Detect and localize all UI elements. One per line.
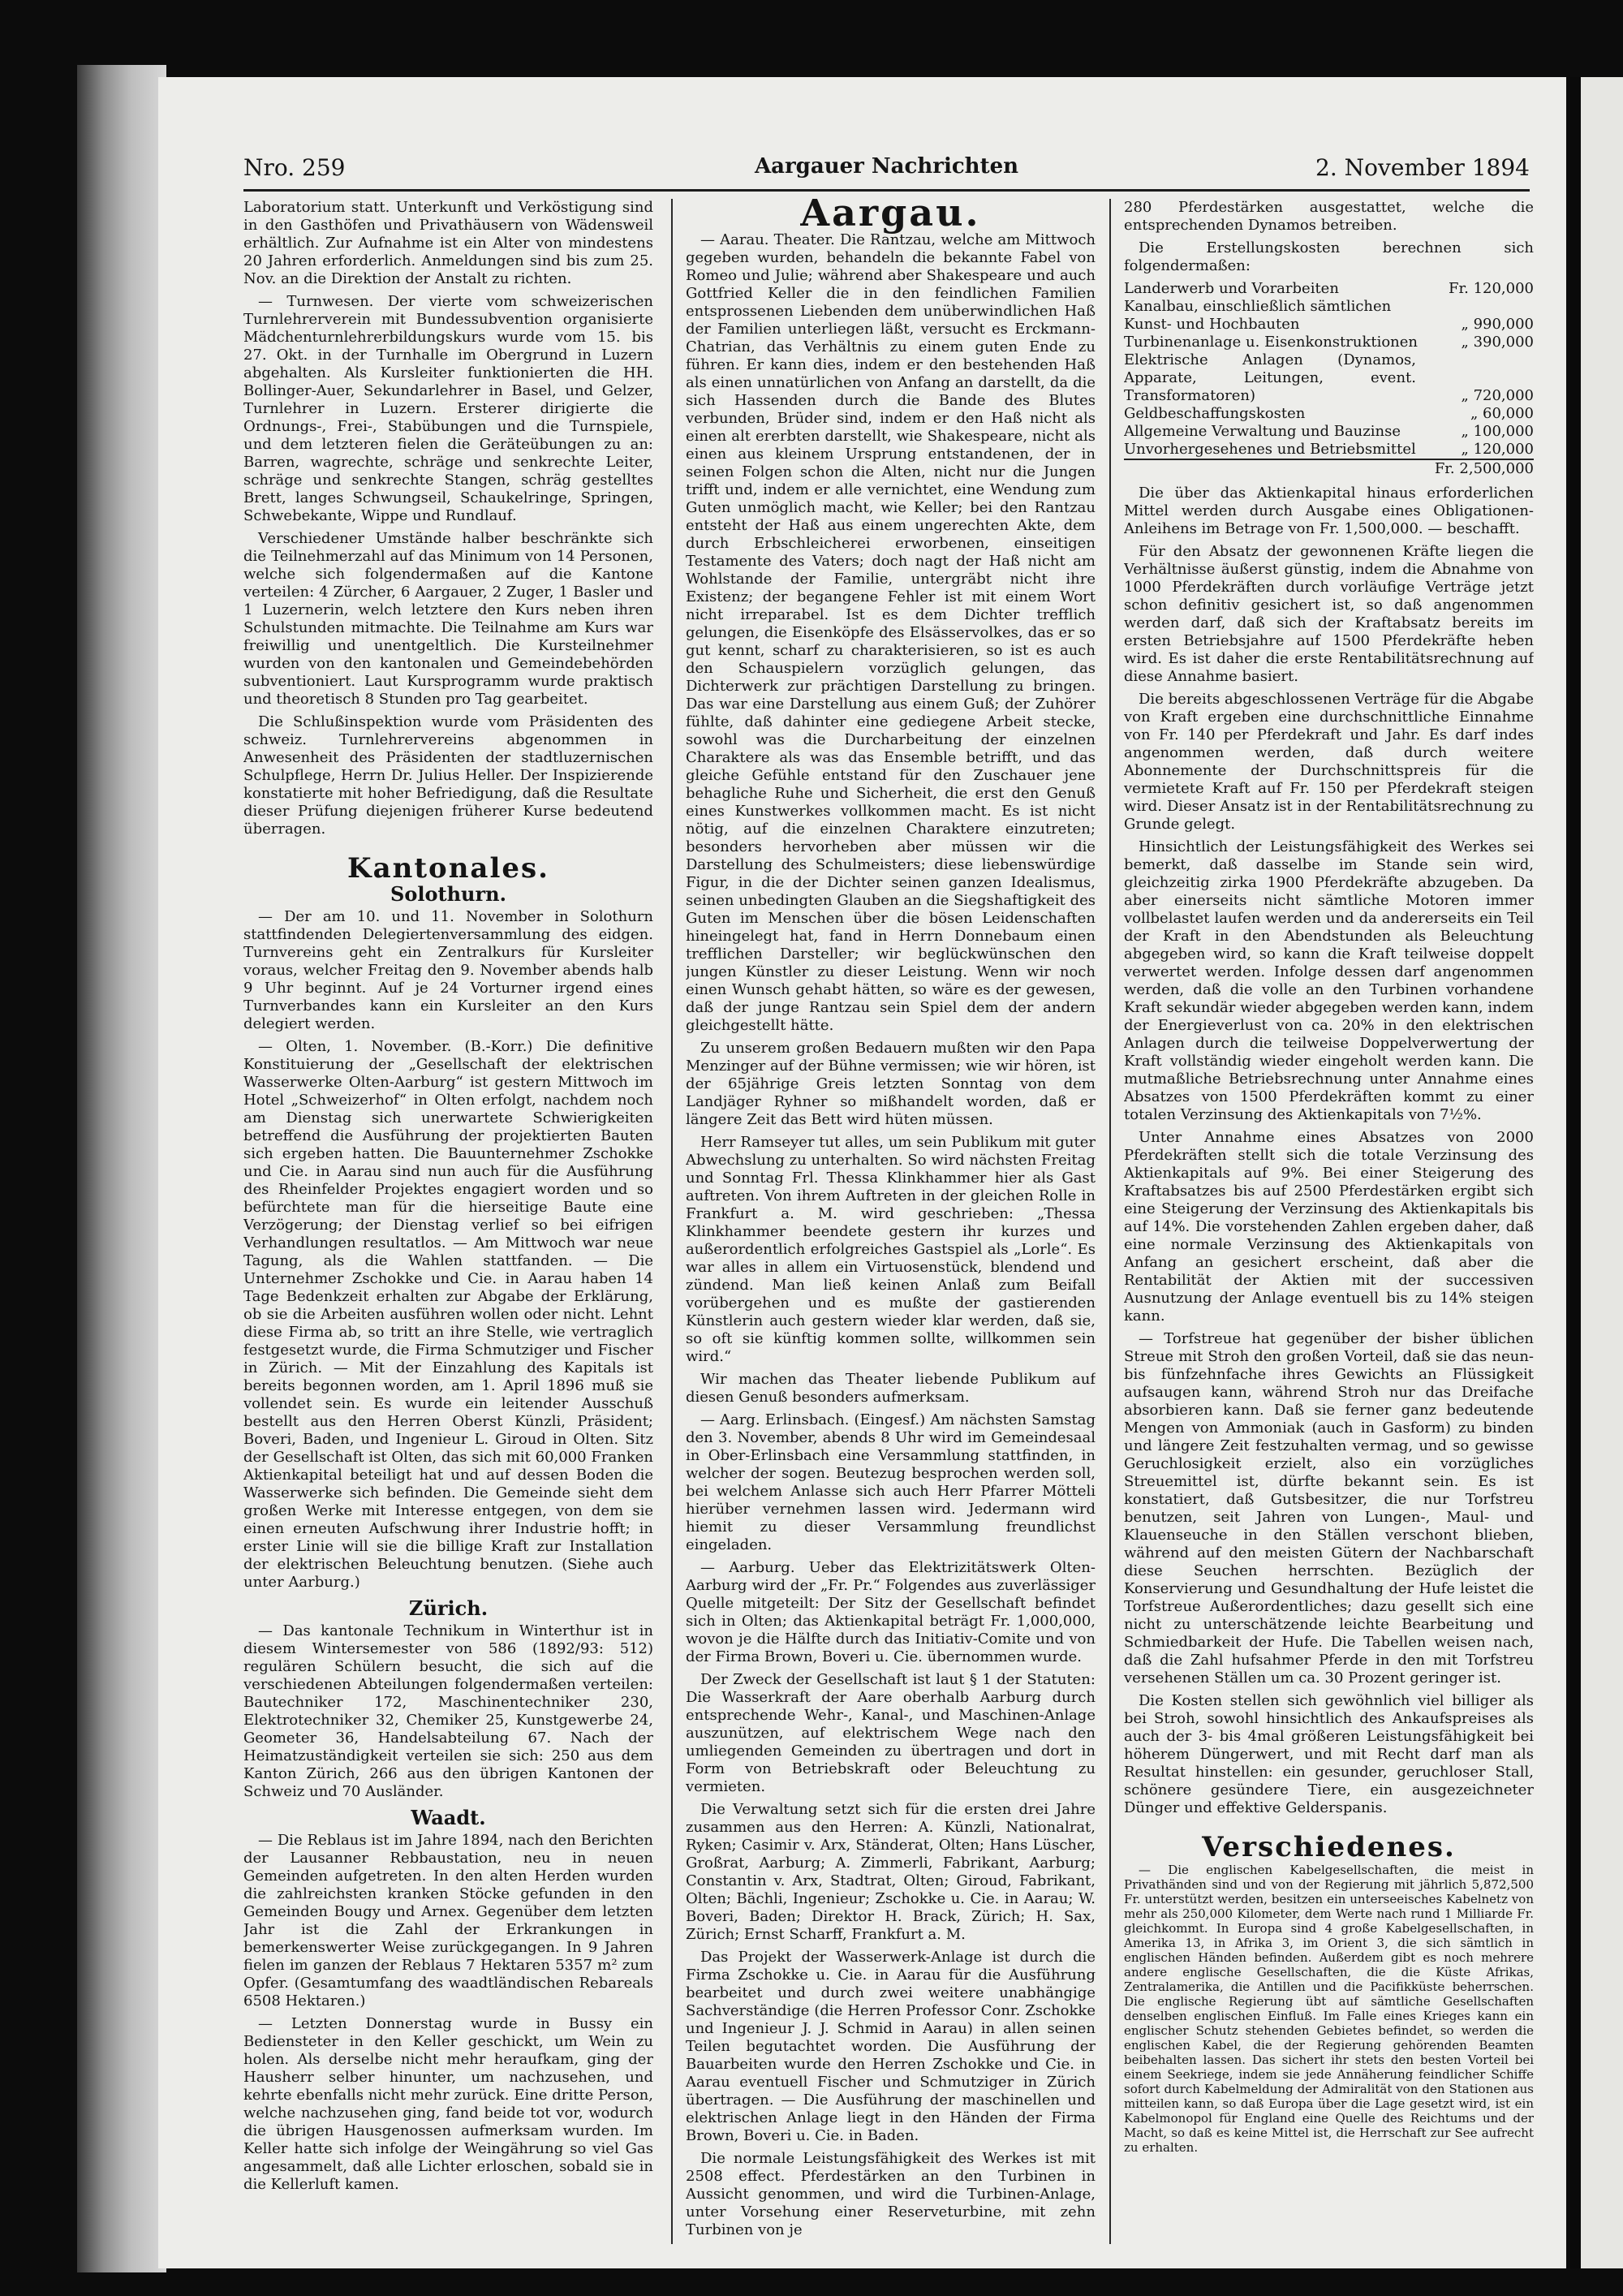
cost-table	[1124, 280, 1534, 478]
cost-currency: „	[1461, 423, 1469, 440]
article-paragraph: Für den Absatz der gewonnenen Kräfte liegen die Verhältnisse äußerst günstig, indem die Abnahme von 1000 Pferdekräften durch vorläufige Verträge jetzt schon definitiv gesichert ist, so daß angenommen werden darf, daß sich der Kraftabsatz bereits im ersten Betriebsjahre auf 1500 Pferdekräfte heben wird. Es ist daher die erste Rentabilitätsrechnung auf diese Annahme basiert.	[1124, 543, 1534, 685]
cost-currency: „	[1470, 405, 1479, 422]
cost-amount: 120,000	[1473, 280, 1534, 297]
column-divider	[671, 199, 673, 2244]
subsection-title-waadt: Waadt.	[411, 1806, 486, 1829]
newspaper-page	[158, 77, 1566, 2268]
cost-label: Elektrische Anlagen (Dynamos, Apparate, Leitungen, event. Transformatoren)	[1124, 351, 1416, 404]
article-paragraph: — Aarau. Theater. Die Rantzau, welche am Mittwoch gegeben wurden, behandeln die bekannte Fabel von Romeo und Julie; während aber Shakespeare und auch Gottfried Keller die in den feindlichen Familien entsprossenen Liebenden dem unüberwindlichen Haß der Familien unterliegen läßt, versucht es Erckmann-Chatrian, das Verhältnis zu einem guten Ende zu führen. Er kann dies, indem er den bestehenden Haß als einen unnatürlichen von Anfang an darstellt, da die sich Hassenden durch die Bande des Blutes verbunden, Brüder sind, indem er den Haß nicht als einen alt ererbten darstellt, wie Shakespeare, nicht als einen aus kleinem Ursprung entstandenen, der in seinen Folgen schon die Alten, nicht nur die Jungen trifft und, indem er alle vernichtet, eine Wendung zum Guten unmöglich macht, wie Keller; bei den Rantzau entsteht der Haß aus einem ungerechten Akte, dem durch Erbschleicherei erworbenen, einseitigen Testamente des Vaters; doch nagt der Haß nicht am Wohlstande der Familie, untergräbt nicht ihre Existenz; der begangene Fehler ist mit einem Wort nicht irreparabel. Ist es dem Dichter trefflich gelungen, die Eisenköpfe des Elsässervolkes, das er so gut kennt, scharf zu charakterisieren, so ist es auch den Schauspielern vorzüglich gelungen, das Dichterwerk zur prächtigen Darstellung zu bringen. Das war eine Darstellung aus einem Guß; der Zuhörer fühlte, daß dahinter eine gediegene Arbeit stecke, sowohl was die Durcharbeitung der einzelnen Charaktere als was das Ensemble betrifft, und das gleiche Gefühle entstand für den Zuschauer jene behagliche Ruhe und Sicherheit, die erst den Genuß eines Kunstwerkes vollkommen macht. Es ist nicht nötig, auf die einzelnen Charaktere einzutreten; besonders hervorheben aber müssen wir die Darstellung des Schulmeisters; diese liebenswürdige Figur, in die der Dichter seinen ganzen Idealismus, seinen unbedingten Glauben an die Siegshaftigkeit des Guten im Menschen über die bösen Leidenschaften hineingelegt hat, fand in Herrn Donnebaum einen trefflichen Darsteller; wir beglückwünschen den jungen Künstler zu dieser Leistung. Wenn wir noch einen Wunsch gehabt hätten, so wäre es der gewesen, daß der junge Rantzau sein Spiel dem der andern gleichgestellt hätte.	[686, 231, 1096, 1034]
cost-amount: 720,000	[1473, 387, 1534, 404]
issue-number: Nro. 259	[243, 154, 346, 181]
article-paragraph: Unter Annahme eines Absatzes von 2000 Pferdekräften stellt sich die totale Verzinsung des Aktienkapitals auf 9%. Bei einer Steigerung des Kraftabsatzes bis auf 2500 Pferdestärken ergibt sich eine Steigerung der Verzinsung des Aktienkapitals bis auf 14%. Die vorstehenden Zahlen ergeben daher, daß eine normale Verzinsung des Aktienkapitals von Anfang an gesichert erscheint, daß aber die Rentabilität der Aktien mit der successiven Ausnutzung der Anlage eventuell bis zu 14% steigen kann.	[1124, 1129, 1534, 1325]
cost-total-amount: 2,500,000	[1459, 460, 1534, 477]
issue-date: 2. November 1894	[1315, 154, 1530, 181]
article-paragraph: Die Erstellungskosten berechnen sich folgendermaßen:	[1124, 239, 1534, 274]
column-3	[1124, 199, 1534, 2244]
cost-row	[1124, 334, 1534, 351]
cost-currency: „	[1461, 387, 1469, 404]
article-paragraph: Wir machen das Theater liebende Publikum auf diesen Genuß besonders aufmerksam.	[686, 1371, 1096, 1406]
article-paragraph: Der Zweck der Gesellschaft ist laut § 1 der Statuten: Die Wasserkraft der Aare oberhalb Aarburg durch entsprechende Wehr-, Kanal-, und Maschinen-Anlage auszunützen, auf elektrischem Wege nach den umliegenden Gemeinden zu übertragen und dort in Form von Betriebskraft oder Beleuchtung zu vermieten.	[686, 1671, 1096, 1795]
article-paragraph: — Die englischen Kabelgesellschaften, die meist in Privathänden sind und von der Regierung mit jährlich 5,872,500 Fr. unterstützt werden, besitzen ein unterseeisches Kabelnetz von mehr als 250,000 Kilometer, dem Werte nach rund 1 Milliarde Fr. gleichkommt. In Europa sind 4 große Kabelgesellschaften, in Amerika 13, in Afrika 3, im Orient 3, die sich sämtlich in englischen Händen befinden. Außerdem gibt es noch mehrere andere englische Gesellschaften, die die Küste Afrikas, Zentralamerika, die Antillen und die Pacifikküste beherrschen. Die englische Regierung übt auf sämtliche Gesellschaften denselben englischen Einfluß. Im Falle eines Krieges kann ein englischer Schutz stehenden Gebietes befindet, so werden die englischen Kabel, die der Regierung gehörenden Beamten beibehalten lassen. Das sichert ihr stets den besten Vorteil bei einem Seekriege, indem sie jede Annäherung feindlicher Schiffe sofort durch Kabelmeldung der Admiralität von den Stationen aus mitteilen kann, so daß Europa über die Lage gesetzt wird, ist ein Kabelmonopol für England eine Quelle des Reichtums und der Macht, so daß es keine Mittel ist, die Herrschaft zur See aufrecht zu erhalten.	[1124, 1863, 1534, 2155]
article-paragraph: — Aarburg. Ueber das Elektrizitätswerk Olten-Aarburg wird der „Fr. Pr.“ Folgendes aus zuverlässiger Quelle mitgeteilt: Der Sitz der Gesellschaft befindet sich in Olten; das Aktienkapital beträgt Fr. 1,000,000, wovon je die Hälfte durch das Initiativ-Comite und von der Firma Brown, Boveri u. Cie. übernommen wurde.	[686, 1559, 1096, 1665]
cost-amount: 990,000	[1473, 316, 1534, 333]
cost-row	[1124, 423, 1534, 441]
cost-currency: „	[1461, 334, 1469, 351]
header-rule	[243, 189, 1530, 192]
article-paragraph: Die über das Aktienkapital hinaus erforderlichen Mittel werden durch Ausgabe eines Obligationen-Anleihens im Betrage von Fr. 1,500,000. — beschafft.	[1124, 485, 1534, 537]
cost-total-row	[1124, 459, 1534, 478]
newspaper-title: Aargauer Nachrichten	[754, 154, 1019, 179]
cost-row	[1124, 441, 1534, 459]
article-paragraph: Zu unserem großen Bedauern mußten wir den Papa Menzinger auf der Bühne vermissen; wie wir hören, ist der 65jährige Greis letzten Sonntag von dem Landjäger Ryhner so mißhandelt worden, daß er längere Zeit das Bett wird hüten müssen.	[686, 1040, 1096, 1128]
article-paragraph: — Das kantonale Technikum in Winterthur ist in diesem Wintersemester von 586 (1892/93: 512) regulären Schülern besucht, die sich auf die verschiedenen Abteilungen folgendermaßen verteilen: Bautechniker 172, Maschinentechniker 230, Elektrotechniker 32, Chemiker 25, Kunstgewerbe 24, Geometer 36, Handelsabteilung 67. Nach der Heimatzuständigkeit verteilen sie sich: 250 aus dem Kanton Zürich, 266 aus den übrigen Kantonen der Schweiz und 70 Ausländer.	[243, 1622, 653, 1800]
cost-amount: 60,000	[1483, 405, 1534, 422]
article-paragraph: Verschiedener Umstände halber beschränkte sich die Teilnehmerzahl auf das Minimum von 14 Personen, welche sich folgendermaßen auf die Kantone verteilen: 4 Zürcher, 6 Aargauer, 2 Zuger, 1 Basler und 1 Luzernerin, welch letztere den Kurs neben ihren Schulstunden mitmachte. Die Teilnahme am Kurs war freiwillig und unentgeltlich. Die Kursteilnehmer wurden von den kantonalen und Gemeindebehörden subventioniert. Laut Kursprogramm wurde praktisch und theoretisch 8 Stunden pro Tag gearbeitet.	[243, 530, 653, 708]
cost-label: Landerwerb und Vorarbeiten	[1124, 280, 1339, 297]
section-title-verschiedenes: Verschiedenes.	[1202, 1831, 1456, 1863]
cost-label: Kanalbau, einschließlich sämtlichen	[1124, 298, 1392, 315]
section-title-aargau: Aargau.	[800, 199, 981, 235]
next-page-edge	[1581, 77, 1623, 2268]
column-1	[243, 199, 653, 2244]
article-paragraph: Laboratorium statt. Unterkunft und Verköstigung sind in den Gasthöfen und Privathäusern von Wädensweil erhältlich. Zur Aufnahme ist ein Alter von mindestens 20 Jahren erforderlich. Anmeldungen sind bis zum 25. Nov. an die Direktion der Anstalt zu richten.	[243, 199, 653, 287]
cost-currency: Fr.	[1448, 280, 1469, 297]
cost-row	[1124, 298, 1534, 316]
article-paragraph: Die Verwaltung setzt sich für die ersten drei Jahre zusammen aus den Herren: A. Künzli, Nationalrat, Ryken; Casimir v. Arx, Ständerat, Olten; Hans Lüscher, Großrat, Aarburg; A. Zimmerli, Fabrikant, Aarburg; Constantin v. Arx, Stadtrat, Olten; Giroud, Fabrikant, Olten; Bächli, Ingenieur; Zschokke u. Cie. in Aarau; W. Boveri, Baden; Direktor H. Brack, Zürich; H. Sax, Zürich; Ernst Scharff, Frankfurt a. M.	[686, 1801, 1096, 1943]
cost-label: Geldbeschaffungskosten	[1124, 405, 1306, 422]
cost-total-currency: Fr.	[1434, 460, 1455, 477]
cost-row	[1124, 405, 1534, 423]
article-paragraph: — Olten, 1. November. (B.-Korr.) Die definitive Konstituierung der „Gesellschaft der elektrischen Wasserwerke Olten-Aarburg“ ist gestern Mittwoch im Hotel „Schweizerhof“ in Olten erfolgt, nachdem noch am Dienstag sich unerwartete Schwierigkeiten betreffend die Ausführung der projektierten Bauten sich ergeben hatten. Die Bauunternehmer Zschokke und Cie. in Aarau sind nun auch für die Ausführung des Rheinfelder Projektes engagiert worden und so befürchtete man für die hierseitige Baute eine Verzögerung; der Dienstag verlief so bei eifrigen Verhandlungen resultatlos. — Am Mittwoch war neue Tagung, als die Wahlen stattfanden. — Die Unternehmer Zschokke und Cie. in Aarau haben 14 Tage Bedenkzeit erhalten zur Abgabe der Erklärung, ob sie die Arbeiten ausführen wollen oder nicht. Lehnt diese Firma ab, so tritt an ihre Stelle, wie vertraglich festgesetzt wurde, die Firma Schmutziger und Fischer in Zürich. — Mit der Einzahlung des Kapitals ist bereits begonnen worden, am 1. April 1896 muß sie vollendet sein. Es wurde ein leitender Ausschuß bestellt aus den Herren Oberst Künzli, Präsident; Boveri, Baden, und Ingenieur L. Giroud in Olten. Sitz der Gesellschaft ist Olten, das sich mit 60,000 Franken Aktienkapital beteiligt hat und auf dessen Boden die Wasserwerke sich befinden. Die Gemeinde sieht dem großen Werke mit Interesse entgegen, von dem sie einen erneuten Aufschwung ihrer Industrie hofft; in erster Linie will sie die billige Kraft zur Installation der elektrischen Beleuchtung benutzen. (Siehe auch unter Aarburg.)	[243, 1038, 653, 1591]
cost-currency: „	[1461, 441, 1469, 458]
cost-row	[1124, 316, 1534, 334]
subsection-title-solothurn: Solothurn.	[390, 882, 506, 906]
cost-row	[1124, 280, 1534, 298]
cost-label: Kunst- und Hochbauten	[1124, 316, 1300, 333]
article-paragraph: — Letzten Donnerstag wurde in Bussy ein Bediensteter in den Keller geschickt, um Wein zu holen. Als derselbe nicht mehr heraufkam, ging der Hausherr selber hinunter, um nachzusehen, und kehrte ebenfalls nicht mehr zurück. Eine dritte Person, welche nachzusehen ging, fand beide tot vor, wodurch die übrigen Hausgenossen aufmerksam wurden. Im Keller hatte sich infolge der Weingährung so viel Gas angesammelt, daß alle Lichter erloschen, sobald sie in die Kellerluft kamen.	[243, 2015, 653, 2193]
cost-label: Turbinenanlage u. Eisenkonstruktionen	[1124, 334, 1419, 351]
article-paragraph: 280 Pferdestärken ausgestattet, welche die entsprechenden Dynamos betreiben.	[1124, 199, 1534, 234]
article-paragraph: Herr Ramseyer tut alles, um sein Publikum mit guter Abwechslung zu unterhalten. So wird nächsten Freitag und Sonntag Frl. Thessa Klinkhammer hier als Gast auftreten. Von ihrem Auftreten in der gleichen Rolle in Frankfurt a. M. wird geschrieben: „Thessa Klinkhammer beendete gestern ihr kurzes und außerordentlich erfolgreiches Gastspiel als „Lorle“. Es war alles in allem ein Virtuosenstück, blendend und zündend. Man ließ keinen Anlaß zum Beifall vorübergehen und es mußte der gastierenden Künstlerin auch gestern wieder klar werden, daß sie, so oft sie künftig kommen sollte, willkommen sein wird.“	[686, 1134, 1096, 1365]
cost-amount: 120,000	[1473, 441, 1534, 458]
article-paragraph: — Der am 10. und 11. November in Solothurn stattfindenden Delegiertenversammlung des eidgen. Turnvereins geht ein Zentralkurs für Kursleiter voraus, welcher Freitag den 9. November abends halb 9 Uhr beginnt. Auf je 24 Vorturner irgend eines Turnverbandes kann ein Kursleiter an den Kurs delegiert werden.	[243, 908, 653, 1032]
article-paragraph: — Torfstreue hat gegenüber der bisher üblichen Streue mit Stroh den großen Vorteil, daß sie das neun- bis fünfzehnfache ihres Gewichts an Flüssigkeit aufsaugen kann, während Stroh nur das Dreifache absorbieren kann. Daß sie ferner ganz bedeutende Mengen von Ammoniak (auch in Gasform) zu binden und längere Zeit festzuhalten vermag, und so gewisse Geruchlosigkeit erzielt, also ein vorzügliches Streuemittel ist, dürfte bekannt sein. Es ist konstatiert, daß Gutsbesitzer, die nur Torfstreu benutzen, seit Jahren von Lungen-, Maul- und Klauenseuche in den Ställen verschont blieben, während auf den meisten Gütern der Nachbarschaft diese Seuchen herrschten. Bezüglich der Konservierung und Gesundhaltung der Hufe leistet die Torfstreue Außerordentliches; dazu gesellt sich eine nicht zu unterschätzende leichte Bearbeitung und Schmiedbarkeit der Hufe. Die Tabellen weisen nach, daß die Zahl hufsahmer Pferde in den mit Torfstreu versehenen Ställen um ca. 30 Prozent geringer ist.	[1124, 1330, 1534, 1686]
book-page-edge	[77, 65, 166, 2272]
page-header	[243, 154, 1530, 187]
article-paragraph: Die normale Leistungsfähigkeit des Werkes ist mit 2508 effect. Pferdestärken an den Turbinen in Aussicht genommen, und wird die Turbinen-Anlage, unter Vorsehung einer Reserveturbine, mit zehn Turbinen von je	[686, 2150, 1096, 2238]
cost-amount: 390,000	[1473, 334, 1534, 351]
article-paragraph: Die bereits abgeschlossenen Verträge für die Abgabe von Kraft ergeben eine durchschnittliche Einnahme von Fr. 140 per Pferdekraft und Jahr. Es darf indes angenommen werden, daß durch weitere Abonnemente der Durchschnittspreis für die vermietete Kraft auf Fr. 150 per Pferdekraft steigen wird. Dieser Ansatz ist in der Rentabilitätsrechnung zu Grunde gelegt.	[1124, 691, 1534, 833]
column-divider	[1109, 199, 1111, 2244]
cost-currency: „	[1461, 316, 1469, 333]
column-2	[686, 199, 1096, 2244]
cost-amount: 100,000	[1473, 423, 1534, 440]
article-paragraph: Die Schlußinspektion wurde vom Präsidenten des schweiz. Turnlehrervereins abgenommen in Anwesenheit des Präsidenten der stadtluzernischen Schulpflege, Herrn Dr. Julius Heller. Der Inspizierende konstatierte mit hoher Befriedigung, daß die Resultate dieser Prüfung diejenigen früherer Kurse bedeutend überragen.	[243, 713, 653, 838]
subsection-title-zuerich: Zürich.	[408, 1596, 489, 1620]
cost-label: Unvorhergesehenes und Betriebsmittel	[1124, 441, 1416, 458]
article-paragraph: — Aarg. Erlinsbach. (Eingesf.) Am nächsten Samstag den 3. November, abends 8 Uhr wird im Gemeindesaal in Ober-Erlinsbach eine Versammlung stattfinden, in welcher der sogen. Beutezug besprochen werden soll, bei welchem Anlasse sich auch Herr Pfarrer Mötteli hierüber vernehmen lassen wird. Jedermann wird hiemit zu dieser Versammlung freundlichst eingeladen.	[686, 1411, 1096, 1553]
cost-label: Allgemeine Verwaltung und Bauzinse	[1124, 423, 1401, 440]
article-paragraph: Hinsichtlich der Leistungsfähigkeit des Werkes sei bemerkt, daß dasselbe im Stande sein wird, gleichzeitig zirka 1900 Pferdekräfte abzugeben. Da aber einerseits nicht sämtliche Motoren immer vollbelastet laufen werden und da andererseits ein Teil der Kraft in den Abendstunden als Beleuchtung abgegeben wird, so kann die Kraft teilweise doppelt verwertet werden. Infolge dessen darf angenommen werden, daß die volle an den Turbinen vorhandene Kraft sekundär wieder abgegeben werden kann, indem der Energieverlust von ca. 20% in den elektrischen Anlagen durch die teilweise Doppelverwertung der Kraft vollständig wieder eingeholt werden kann. Die mutmaßliche Betriebsrechnung unter Annahme eines Absatzes von 1500 Pferdekräften kommt zu einer totalen Verzinsung des Aktienkapitals von 7½%.	[1124, 838, 1534, 1123]
article-paragraph: — Die Reblaus ist im Jahre 1894, nach den Berichten der Lausanner Rebbaustation, neu in neuen Gemeinden aufgetreten. In den alten Herden wurden die zahlreichsten kranken Stöcke gefunden in den Gemeinden Bougy und Arnex. Gegenüber dem letzten Jahr ist die Zahl der Erkrankungen in bemerkenswerter Weise zurückgegangen. In 9 Jahren fielen im ganzen der Reblaus 7 Hektaren 5357 m² zum Opfer. (Gesamtumfang des waadtländischen Rebareals 6508 Hektaren.)	[243, 1832, 653, 2010]
article-paragraph: — Turnwesen. Der vierte vom schweizerischen Turnlehrerverein mit Bundessubvention organisierte Mädchenturnlehrerbildungskurs wurde vom 15. bis 27. Okt. in der Turnhalle im Obergrund in Luzern abgehalten. Als Kursleiter funktionierten die HH. Bollinger-Auer, Sekundarlehrer in Basel, und Gelzer, Turnlehrer in Luzern. Ersterer dirigierte die Ordnungs-, Frei-, Stabübungen und die Turnspiele, und dem letzteren fielen die Geräteübungen zu an: Barren, wagrechte, schräge und senkrechte Leiter, schräge und senkrechte Stangen, schräg gestelltes Brett, langes Schwungseil, Schaukelringe, Springen, Schwebekante, Wippe und Rundlauf.	[243, 293, 653, 524]
article-paragraph: Das Projekt der Wasserwerk-Anlage ist durch die Firma Zschokke u. Cie. in Aarau für die Ausführung bearbeitet und durch zwei weitere unabhängige Sachverständige (die Herren Professor Conr. Zschokke und Ingenieur J. J. Schmid in Aarau) in allen seinen Teilen begutachtet worden. Die Ausführung der Bauarbeiten wurde den Herren Zschokke und Cie. in Aarau eventuell Fischer und Schmutziger in Zürich übertragen. — Die Ausführung der maschinellen und elektrischen Anlage liegt in den Händen der Firma Brown, Boveri u. Cie. in Baden.	[686, 1949, 1096, 2144]
cost-row	[1124, 351, 1534, 405]
section-title-kantonales: Kantonales.	[347, 852, 549, 885]
article-paragraph: Die Kosten stellen sich gewöhnlich viel billiger als bei Stroh, sowohl hinsichtlich des Ankaufspreises als auch der 3- bis 4mal größeren Leistungsfähigkeit bei höherem Düngerwert, und mit Recht darf man als Resultat hinstellen: ein gesunder, geruchloser Stall, schönere gesündere Tiere, ein ausgezeichneter Dünger und effektive Gelderspanis.	[1124, 1692, 1534, 1816]
